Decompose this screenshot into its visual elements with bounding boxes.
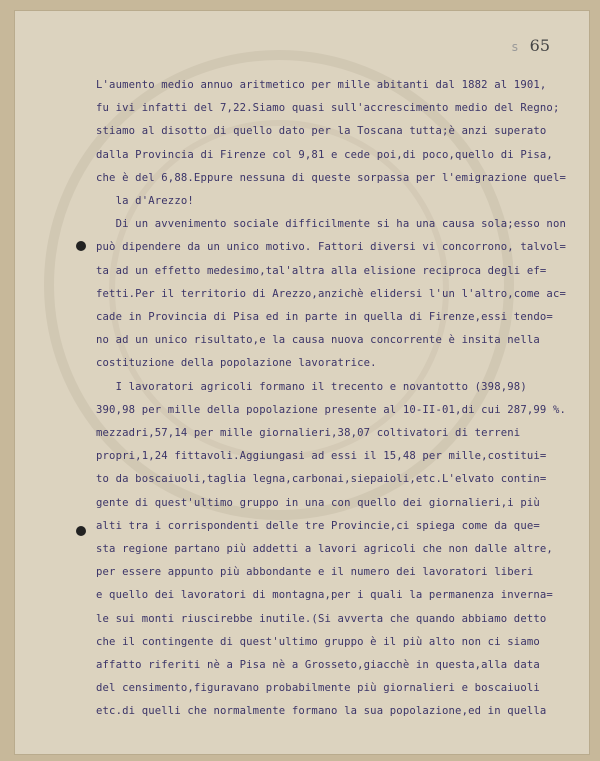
text-line: etc.di quelli che normalmente formano la sua popolazione,ed in quella [96, 705, 547, 718]
text-line: L'aumento medio annuo aritmetico per mille abitanti dal 1882 al 1901, [96, 79, 547, 91]
text-line: dalla Provincia di Firenze col 9,81 e cede poi,di poco,quello di Pisa, [96, 148, 553, 161]
text-line: sta regione partano più addetti a lavori agricoli che non dalle altre, [96, 543, 553, 556]
text-line: 390,98 per mille della popolazione presente al 10-II-01,di cui 287,99 %. [96, 403, 567, 416]
text-line: propri,1,24 fittavoli.Aggiungasi ad essi il 15,48 per mille,costitui= [96, 450, 547, 463]
text-line: Di un avvenimento sociale difficilmente si ha una causa sola;esso non [96, 218, 567, 231]
text-line: costituzione della popolazione lavoratrice. [96, 357, 377, 370]
text-line: le sui monti riuscirebbe inutile.(Si avverta che quando abbiamo detto [96, 612, 547, 625]
text-line: I lavoratori agricoli formano il trecento e novantotto (398,98) [96, 380, 527, 393]
text-line: fetti.Per il territorio di Arezzo,anzichè elidersi l'un l'altro,come ac= [96, 287, 567, 300]
text-line: può dipendere da un unico motivo. Fattori diversi vi concorrono, talvol= [96, 241, 567, 254]
text-line: to da boscaiuoli,taglia legna,carbonai,siepaioli,etc.L'elvato contin= [96, 473, 547, 486]
text-line: alti tra i corrispondenti delle tre Provincie,ci spiega come da que= [96, 519, 540, 532]
text-line: la d'Arezzo! [96, 195, 194, 208]
text-line: no ad un unico risultato,e la causa nuova concorrente è insita nella [96, 334, 540, 347]
text-line: gente di quest'ultimo gruppo in una con quello dei giornalieri,i più [96, 496, 540, 509]
text-line: stiamo al disotto di quello dato per la Toscana tutta;è anzi superato [96, 125, 547, 138]
text-line: per essere appunto più abbondante e il numero dei lavoratori liberi [96, 566, 534, 579]
document-page [14, 10, 590, 755]
text-line: ta ad un effetto medesimo,tal'altra alla elisione reciproca degli ef= [96, 264, 547, 277]
text-line: e quello dei lavoratori di montagna,per i quali la permanenza inverna= [96, 589, 553, 602]
punch-hole-lower [76, 526, 86, 536]
text-line: cade in Provincia di Pisa ed in parte in quella di Firenze,essi tendo= [96, 311, 553, 324]
text-line: che il contingente di quest'ultimo gruppo è il più alto non ci siamo [96, 635, 540, 648]
page-mark: s [511, 40, 518, 54]
text-line: fu ivi infatti del 7,22.Siamo quasi sull'accrescimento medio del Regno; [96, 102, 560, 115]
page-number: 65 [529, 36, 550, 55]
text-line: del censimento,figuravano probabilmente più giornalieri e boscaiuoli [96, 682, 540, 695]
text-line: affatto riferiti nè a Pisa nè a Grosseto,giacchè in questa,alla data [96, 659, 540, 672]
punch-hole-upper [76, 241, 86, 251]
text-line: che è del 6,88.Eppure nessuna di queste sorpassa per l'emigrazione quel= [96, 171, 567, 184]
typed-text-body [96, 74, 590, 724]
text-line: mezzadri,57,14 per mille giornalieri,38,07 coltivatori di terreni [96, 427, 521, 440]
